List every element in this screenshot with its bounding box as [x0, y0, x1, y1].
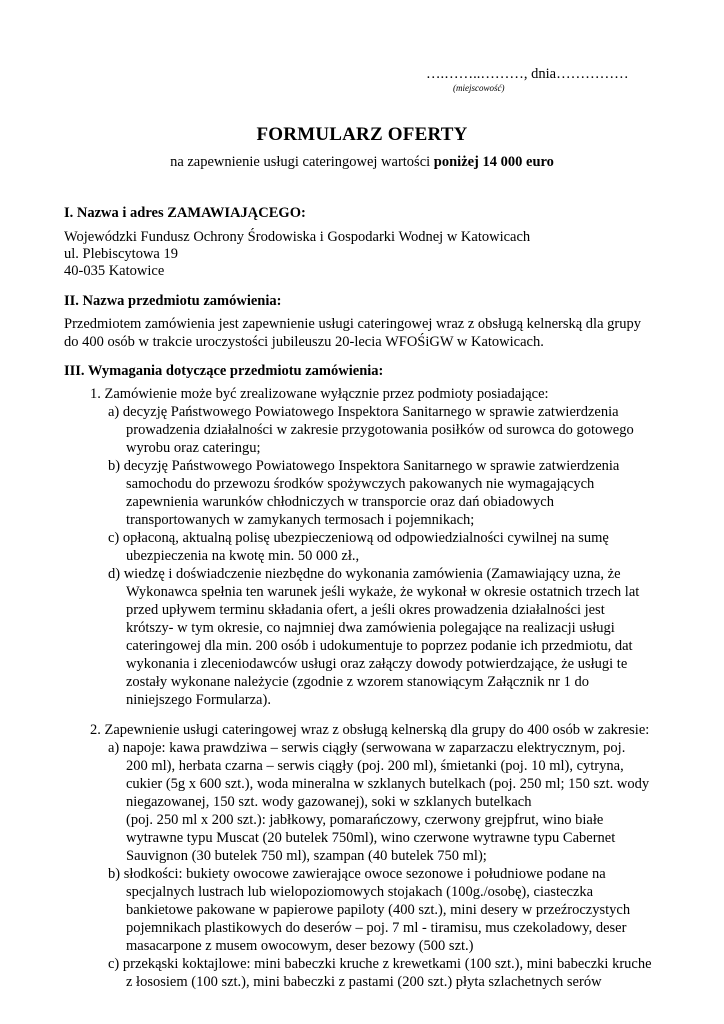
section2-heading: II. Nazwa przedmiotu zamówienia:	[64, 293, 282, 309]
item1-d-line: krótszy- w tym okresie, co najmniej dwa zamówienia polegające na realizacji usługi	[126, 620, 615, 636]
item1-b-line: zapewnienia warunków chłodniczych w transporcie oraz dań obiadowych	[126, 494, 554, 510]
item1-b-line: transportowanych w zamykanych termosach i pojemnikach;	[126, 512, 475, 528]
subtitle-bold: poniżej 14 000 euro	[433, 154, 554, 170]
page-title: FORMULARZ OFERTY	[256, 124, 468, 145]
section1-heading: I. Nazwa i adres ZAMAWIAJĄCEGO:	[64, 205, 306, 221]
item2-a-line: 200 ml), herbata czarna – serwis ciągły (poj. 200 ml), śmietanki (poj. 10 ml), cytryna,	[126, 758, 624, 774]
item1-d-line: Wykonawca spełnia ten warunek jeśli wykaże, że wykonał w okresie ostatnich trzech lat	[126, 584, 640, 600]
item1-a-line: a) decyzję Państwowego Powiatowego Inspektora Sanitarnego w sprawie zatwierdzenia	[108, 404, 619, 420]
item2-b-line: specjalnych lustrach lub wielopoziomowych stojakach (100g./osobę), ciasteczka	[126, 884, 594, 900]
item2-a-line: niegazowanej, 150 szt. wody gazowanej), soki w szklanych butelkach	[126, 794, 532, 810]
item1-d-line: zostały wykonane należycie (zgodnie z wzorem stanowiącym Załącznik nr 1 do	[126, 674, 590, 690]
item1-a-line: prowadzenia działalności w zakresie przygotowania posiłków od surowca do gotowego	[126, 422, 634, 438]
item1-d-line: d) wiedzę i doświadczenie niezbędne do wykonania zamówienia (Zamawiający uzna, że	[108, 566, 621, 582]
item2-a-line: Sauvignon (30 butelek 750 ml), szampan (40 butelek 750 ml);	[126, 848, 487, 864]
place-date-line: ….……..………, dnia……………	[426, 66, 629, 82]
item1-b-line: b) decyzję Państwowego Powiatowego Inspektora Sanitarnego w sprawie zatwierdzenia	[108, 458, 620, 474]
section2-line: Przedmiotem zamówienia jest zapewnienie usługi cateringowej wraz z obsługą kelnerską dla grupy	[64, 316, 641, 332]
item1-d-line: wykonania i zleceniodawców usługi oraz załączy dowody potwierdzające, że usługi te	[126, 656, 628, 672]
item1-lead: 1. Zamówienie może być zrealizowane wyłącznie przez podmioty posiadające:	[90, 386, 549, 402]
item1-a-line: wyrobu oraz cateringu;	[126, 440, 261, 456]
item2-b-line: bankietowe pakowane w papierowe papiloty (400 szt.), mini desery w przeźroczystych	[126, 902, 631, 918]
item2-b-line: masacarpone z musem owocowym, deser bezowy (500 szt.)	[126, 938, 474, 954]
place-hint: (miejscowość)	[453, 83, 505, 93]
item1-c-line: ubezpieczenia na kwotę min. 50 000 zł.,	[126, 548, 360, 564]
page-subtitle	[0, 154, 724, 171]
section1-line: ul. Plebiscytowa 19	[64, 246, 178, 262]
item1-b-line: samochodu do przewozu środków spożywczych pakowanych nie wymagających	[126, 476, 595, 492]
section3-heading: III. Wymagania dotyczące przedmiotu zamówienia:	[64, 363, 384, 379]
item2-b-line: b) słodkości: bukiety owocowe zawierające owoce sezonowe i południowe podane na	[108, 866, 606, 882]
item2-a-line: cukier (5g x 600 szt.), woda mineralna w szklanych butelkach (poj. 250 ml; 150 szt. wody	[126, 776, 650, 792]
item1-c-line: c) opłaconą, aktualną polisę ubezpieczeniową od odpowiedzialności cywilnej na sumę	[108, 530, 609, 546]
item2-c-line: c) przekąski koktajlowe: mini babeczki kruche z krewetkami (100 szt.), mini babeczki kruche	[108, 956, 652, 972]
section1-line: Wojewódzki Fundusz Ochrony Środowiska i Gospodarki Wodnej w Katowicach	[64, 229, 531, 245]
section1-line: 40-035 Katowice	[64, 263, 165, 279]
item1-d-line: przed upływem terminu składania ofert, a jeśli okres prowadzenia działalności jest	[126, 602, 605, 618]
item1-d-line: cateringowej dla min. 200 osób i udokumentuje to poprzez podanie ich przedmiotu, dat	[126, 638, 633, 654]
item2-a-line: wytrawne typu Muscat (20 butelek 750ml), wino czerwone wytrawne typu Cabernet	[126, 830, 616, 846]
item2-a-line: (poj. 250 ml x 200 szt.): jabłkowy, pomarańczowy, czerwony grejpfrut, wino białe	[126, 812, 604, 828]
subtitle-prefix: na zapewnienie usługi cateringowej wartości	[170, 154, 434, 170]
item2-lead: 2. Zapewnienie usługi cateringowej wraz z obsługą kelnerską dla grupy do 400 osób w zakresie:	[90, 722, 650, 738]
item2-b-line: pojemnikach plastikowych do deserów – poj. 7 ml - tiramisu, mus czekoladowy, deser	[126, 920, 627, 936]
item2-a-line: a) napoje: kawa prawdziwa – serwis ciągły (serwowana w zaparzaczu elektrycznym, poj.	[108, 740, 626, 756]
section2-line: do 400 osób w trakcie uroczystości jubileuszu 20-lecia WFOŚiGW w Katowicach.	[64, 334, 544, 350]
item1-d-line: niniejszego Formularza).	[126, 692, 271, 708]
item2-c-line: z łososiem (100 szt.), mini babeczki z pastami (200 szt.) płyta szlachetnych serów	[126, 974, 602, 990]
